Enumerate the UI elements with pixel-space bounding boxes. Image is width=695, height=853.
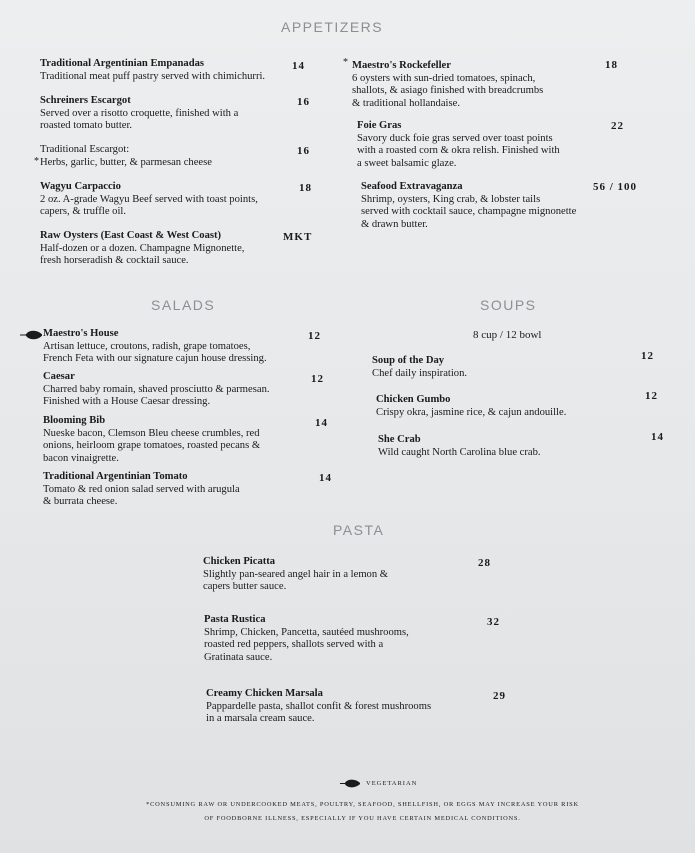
- menu-item-wagyu-carpaccio: [40, 181, 258, 219]
- menu-item-chicken-gumbo: [376, 394, 566, 419]
- item-name: Maestro's House: [43, 328, 119, 339]
- menu-item-empanadas: [40, 58, 265, 83]
- item-name: Creamy Chicken Marsala: [206, 688, 323, 699]
- item-name: Soup of the Day: [372, 355, 445, 366]
- menu-item-pasta-rustica: [204, 614, 409, 664]
- item-description: Charred baby romain, shaved prosciutto & parmesan. Finished with a House Caesar dressing.: [43, 383, 270, 408]
- item-description: Pappardelle pasta, shallot confit & forest mushrooms in a marsala cream sauce.: [206, 700, 432, 725]
- item-name: Schreiners Escargot: [40, 95, 131, 106]
- appetizers-heading: APPETIZERS: [281, 19, 384, 35]
- item-description: Served over a risotto croquette, finished with a roasted tomato butter.: [40, 107, 239, 132]
- item-description: Nueske bacon, Clemson Bleu cheese crumbles, red onions, heirloom grape tomatoes, roasted pecans & bacon vinaigrette.: [43, 427, 261, 464]
- raw-food-disclaimer: *CONSUMING RAW OR UNDERCOOKED MEATS, POULTRY, SEAFOOD, SHELLFISH, OR EGGS MAY INCREASE YOUR RISK OF FOODBORNE ILLNESS, ESPECIALLY IF YOU HAVE CERTAIN MEDICAL CONDITIONS.: [146, 801, 579, 822]
- item-name: Pasta Rustica: [204, 614, 266, 625]
- item-name: Chicken Picatta: [203, 556, 276, 567]
- leaf-icon: [20, 330, 42, 340]
- soup-size-note: 8 cup / 12 bowl: [473, 329, 542, 341]
- item-name: Traditional Escargot:: [40, 144, 130, 155]
- item-price: 12: [311, 373, 324, 385]
- menu-item-seafood-extravaganza: [361, 181, 576, 231]
- item-price: 16: [297, 96, 310, 108]
- item-price: 14: [292, 60, 305, 72]
- item-description: 2 oz. A-grade Wagyu Beef served with toast points, capers, & truffle oil.: [40, 193, 258, 218]
- item-description: 6 oysters with sun-dried tomatoes, spinach, shallots, & asiago finished with breadcrumbs & traditional hollandaise.: [352, 72, 544, 109]
- raw-warning-marker: *: [343, 57, 348, 68]
- item-description: Shrimp, Chicken, Pancetta, sautéed mushrooms, roasted red peppers, shallots served with a Gratinata sauce.: [204, 626, 409, 663]
- menu-item-traditional-escargot: [40, 144, 212, 169]
- item-description: Chef daily inspiration.: [372, 367, 468, 379]
- menu-item-chicken-picatta: [203, 556, 388, 594]
- item-price: 14: [315, 417, 328, 429]
- item-description: Savory duck foie gras served over toast points with a roasted corn & okra relish. Finished with a sweet balsamic glaze.: [357, 132, 560, 169]
- item-price: 14: [319, 472, 332, 484]
- item-price: 12: [641, 350, 654, 362]
- item-name: She Crab: [378, 434, 421, 445]
- menu-item-soup-of-the-day: [372, 355, 467, 380]
- menu-item-blooming-bib: [43, 415, 260, 465]
- soups-heading: SOUPS: [480, 297, 537, 313]
- pasta-heading: PASTA: [333, 522, 385, 538]
- item-price: 56 / 100: [593, 181, 638, 193]
- item-price: 12: [308, 330, 321, 342]
- item-price: 32: [487, 616, 500, 628]
- raw-warning-marker: *: [34, 156, 39, 167]
- item-price: MKT: [283, 231, 313, 243]
- item-name: Wagyu Carpaccio: [40, 181, 121, 192]
- item-price: 12: [645, 390, 658, 402]
- menu-item-argentinian-tomato: [43, 471, 240, 509]
- item-name: Maestro's Rockefeller: [352, 60, 451, 71]
- item-name: Raw Oysters (East Coast & West Coast): [40, 230, 222, 241]
- item-description: Artisan lettuce, croutons, radish, grape tomatoes, French Feta with our signature cajun house dressing.: [43, 340, 267, 365]
- item-description: Shrimp, oysters, King crab, & lobster tails served with cocktail sauce, champagne mignonette & drawn butter.: [361, 193, 577, 230]
- vegetarian-legend-label: VEGETARIAN: [366, 780, 418, 787]
- item-price: 22: [611, 120, 624, 132]
- item-description: Herbs, garlic, butter, & parmesan cheese: [40, 156, 212, 168]
- item-price: 14: [651, 431, 664, 443]
- item-name: Blooming Bib: [43, 415, 106, 426]
- item-description: Crispy okra, jasmine rice, & cajun andouille.: [376, 406, 567, 418]
- item-name: Traditional Argentinian Empanadas: [40, 58, 205, 69]
- item-price: 18: [605, 59, 618, 71]
- menu-item-schreiners-escargot: [40, 95, 238, 133]
- menu-item-foie-gras: [357, 120, 560, 170]
- item-name: Foie Gras: [357, 120, 402, 131]
- menu-item-caesar: [43, 371, 270, 409]
- item-description: Tomato & red onion salad served with arugula & burrata cheese.: [43, 483, 240, 508]
- item-name: Seafood Extravaganza: [361, 181, 463, 192]
- salads-heading: SALADS: [151, 297, 216, 313]
- item-name: Traditional Argentinian Tomato: [43, 471, 188, 482]
- item-description: Slightly pan-seared angel hair in a lemon & capers butter sauce.: [203, 568, 389, 593]
- menu-item-maestros-house: [43, 328, 267, 366]
- vegetarian-leaf-icon: [340, 779, 360, 788]
- item-name: Caesar: [43, 371, 75, 382]
- menu-item-raw-oysters: [40, 230, 244, 268]
- item-name: Chicken Gumbo: [376, 394, 451, 405]
- item-description: Half-dozen or a dozen. Champagne Mignonette, fresh horseradish & cocktail sauce.: [40, 242, 245, 267]
- menu-item-rockefeller: [352, 60, 543, 110]
- item-price: 28: [478, 557, 491, 569]
- item-price: 29: [493, 690, 506, 702]
- item-price: 16: [297, 145, 310, 157]
- menu-item-she-crab: [378, 434, 541, 459]
- menu-item-chicken-marsala: [206, 688, 431, 726]
- item-description: Traditional meat puff pastry served with chimichurri.: [40, 70, 266, 82]
- item-price: 18: [299, 182, 312, 194]
- item-description: Wild caught North Carolina blue crab.: [378, 446, 541, 458]
